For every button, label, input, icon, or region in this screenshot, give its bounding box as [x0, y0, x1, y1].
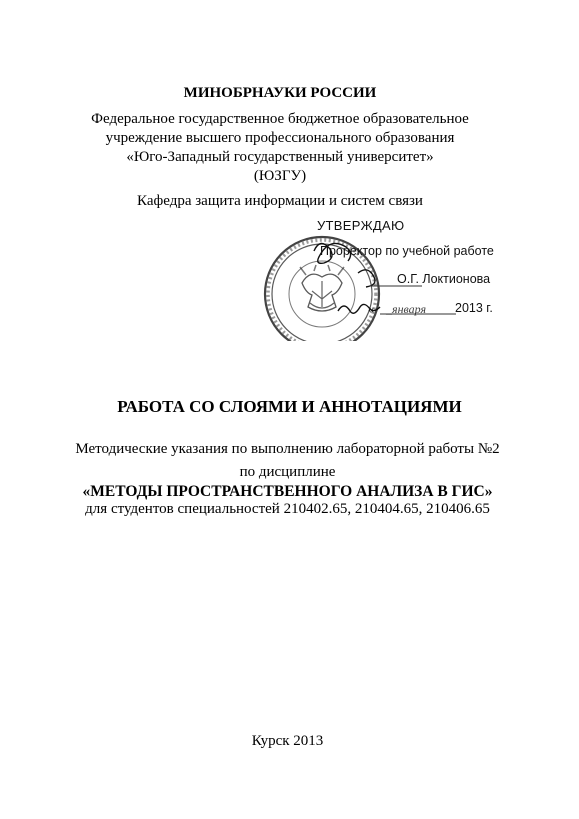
ministry-heading: МИНОБРНАУКИ РОССИИ — [183, 85, 377, 101]
institution-line-3: «Юго-Западный государственный университет» — [126, 149, 434, 165]
discipline-intro: по дисциплине — [239, 464, 336, 480]
department-name: Кафедра защита информации и систем связи — [137, 193, 423, 209]
approval-date-year: 2013 г. — [455, 301, 493, 315]
handwritten-month: _января — [386, 302, 427, 316]
approval-position: Проректор по учебной работе — [320, 244, 494, 258]
approval-name: О.Г. Локтионова — [397, 272, 491, 286]
institution-line-4: (ЮЗГУ) — [253, 168, 307, 184]
institution-line-2: учреждение высшего профессионального образования — [105, 130, 455, 146]
document-title: РАБОТА СО СЛОЯМИ И АННОТАЦИЯМИ — [117, 397, 462, 416]
discipline-name: «МЕТОДЫ ПРОСТРАНСТВЕННОГО АНАЛИЗА В ГИС» — [82, 483, 493, 500]
approval-block — [250, 211, 510, 341]
method-description: Методические указания по выполнению лабораторной работы №2 — [75, 441, 500, 457]
institution-line-1: Федеральное государственное бюджетное образовательное — [91, 111, 469, 127]
target-students: для студентов специальностей 210402.65, 210404.65, 210406.65 — [85, 501, 490, 517]
approval-title: УТВЕРЖДАЮ — [317, 218, 405, 233]
date-left-quote: « — [368, 302, 374, 316]
city-year: Курск 2013 — [251, 733, 324, 749]
